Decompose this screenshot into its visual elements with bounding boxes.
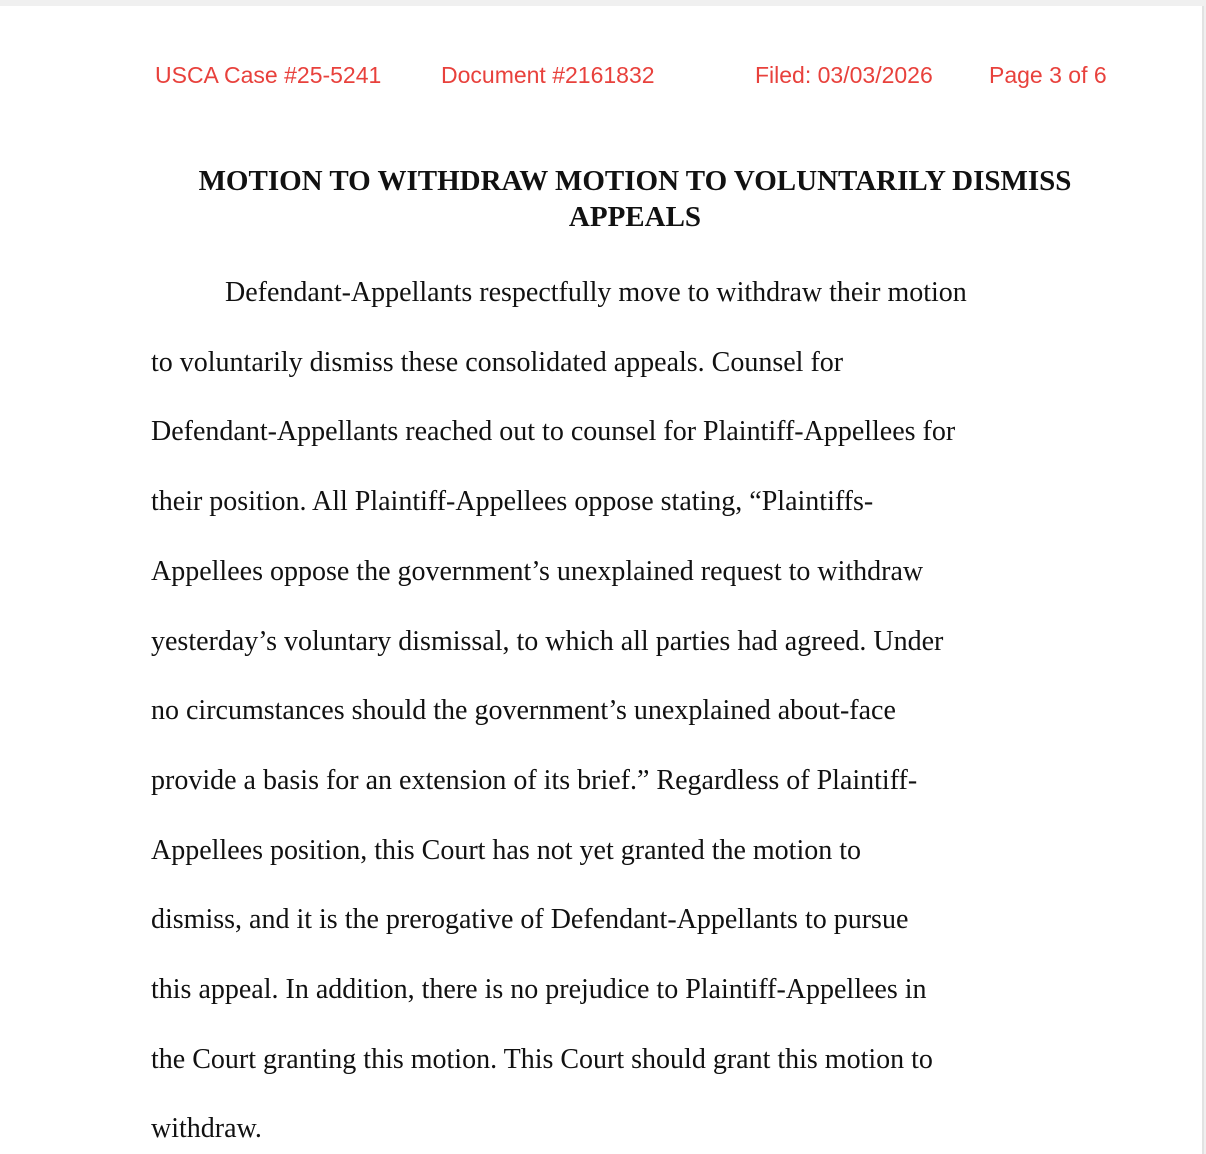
- body-line: the Court granting this motion. This Court should grant this motion to: [151, 1043, 933, 1075]
- document-number: Document #2161832: [441, 62, 655, 88]
- body-line: Appellees oppose the government’s unexplained request to withdraw: [151, 555, 924, 587]
- body-line: withdraw.: [151, 1113, 262, 1145]
- body-line: dismiss, and it is the prerogative of Defendant-Appellants to pursue: [151, 904, 909, 936]
- page-indicator: Page 3 of 6: [989, 62, 1107, 88]
- body-line: Defendant-Appellants respectfully move to withdraw their motion: [225, 277, 967, 308]
- motion-body: [151, 258, 1126, 1154]
- filed-date: Filed: 03/03/2026: [755, 62, 933, 88]
- body-line: yesterday’s voluntary dismissal, to which all parties had agreed. Under: [151, 625, 944, 657]
- body-line: to voluntarily dismiss these consolidated appeals. Counsel for: [151, 346, 844, 378]
- body-line: no circumstances should the government’s unexplained about-face: [151, 695, 896, 727]
- body-line: provide a basis for an extension of its brief.” Regardless of Plaintiff-: [151, 764, 918, 796]
- court-filing-header: [0, 62, 1200, 94]
- title-line-2: APPEALS: [568, 201, 702, 233]
- title-line-1: MOTION TO WITHDRAW MOTION TO VOLUNTARILY DISMISS: [198, 165, 1072, 197]
- body-line: this appeal. In addition, there is no prejudice to Plaintiff-Appellees in: [151, 974, 927, 1006]
- body-line: Defendant-Appellants reached out to counsel for Plaintiff-Appellees for: [151, 416, 956, 448]
- document-page: [0, 6, 1204, 1154]
- motion-title: [140, 163, 1130, 235]
- body-line: their position. All Plaintiff-Appellees oppose stating, “Plaintiffs-: [151, 486, 874, 518]
- body-line: Appellees position, this Court has not yet granted the motion to: [151, 834, 862, 866]
- case-number: USCA Case #25-5241: [155, 62, 382, 88]
